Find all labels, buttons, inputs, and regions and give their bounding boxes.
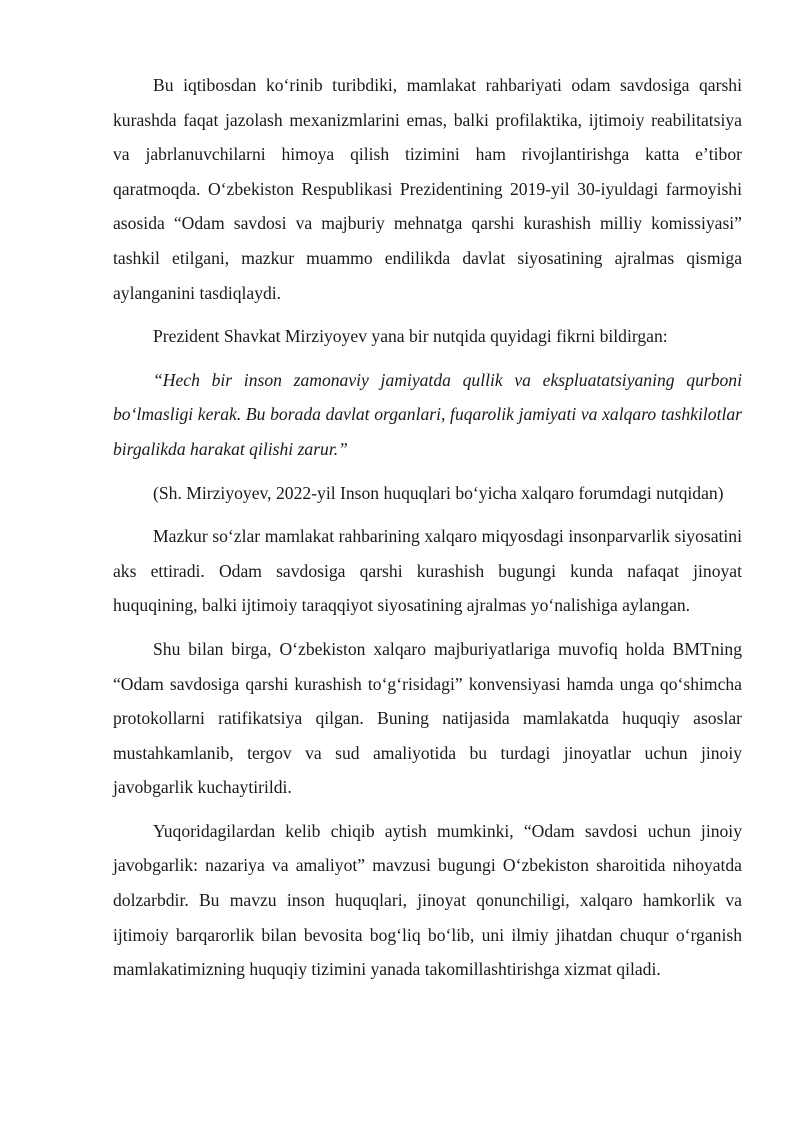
paragraph-conclusion: Yuqoridagilardan kelib chiqib aytish mumkinki, “Odam savdosi uchun jinoiy javobgarlik: nazariya va amaliyot” mavzusi bugungi Oʻzbekiston sharoitida nihoyatda dolzarbdir. Bu mavzu inson huquqlari, jinoyat qonunchiligi, xalqaro hamkorlik va ijtimoiy barqarorlik bilan bevosita bogʻliq boʻlib, uni ilmiy jihatdan chuqur oʻrganish mamlakatimizning huquqiy tizimini yanada takomillashtirishga xizmat qiladi.	[113, 820, 742, 980]
paragraph-international-obligations: Shu bilan birga, Oʻzbekiston xalqaro majburiyatlariga muvofiq holda BMTning “Odam savdosiga qarshi kurashish toʻgʻrisidagi” konvensiyasi hamda unga qoʻshimcha protokollarni ratifikatsiya qilgan. Buning natijasida mamlakatda huquqiy asoslar mustahkamlanib, tergov va sud amaliyotida bu turdagi jinoyatlar uchun jinoiy javobgarlik kuchaytirildi.	[113, 638, 742, 798]
document-page	[113, 68, 742, 996]
quote-paragraph: “Hech bir inson zamonaviy jamiyatda qullik va ekspluatatsiyaning qurboni boʻlmasligi kerak. Bu borada davlat organlari, fuqarolik jamiyati va xalqaro tashkilotlar birgalikda harakat qilishi zarur.”	[113, 369, 742, 459]
paragraph-humanitarian-policy: Mazkur soʻzlar mamlakat rahbarining xalqaro miqyosdagi insonparvarlik siyosatini aks ettiradi. Odam savdosiga qarshi kurashish bugungi kunda nafaqat jinoyat huquqining, balki ijtimoiy taraqqiyot siyosatining ajralmas yoʻnalishiga aylangan.	[113, 526, 742, 616]
quote-citation: (Sh. Mirziyoyev, 2022-yil Inson huquqlari boʻyicha xalqaro forumdagi nutqidan)	[153, 482, 724, 503]
paragraph-president-statement: Prezident Shavkat Mirziyoyev yana bir nutqida quyidagi fikrni bildirgan:	[153, 326, 668, 347]
paragraph-intro: Bu iqtibosdan koʻrinib turibdiki, mamlakat rahbariyati odam savdosiga qarshi kurashda faqat jazolash mexanizmlarini emas, balki profilaktika, ijtimoiy reabilitatsiya va jabrlanuvchilarni himoya qilish tizimini ham rivojlantirishga katta eʼtibor qaratmoqda. Oʻzbekiston Respublikasi Prezidentining 2019-yil 30-iyuldagi farmoyishi asosida “Odam savdosi va majburiy mehnatga qarshi kurashish milliy komissiyasi” tashkil etilgani, mazkur muammo endilikda davlat siyosatining ajralmas qismiga aylanganini tasdiqlaydi.	[113, 75, 742, 303]
